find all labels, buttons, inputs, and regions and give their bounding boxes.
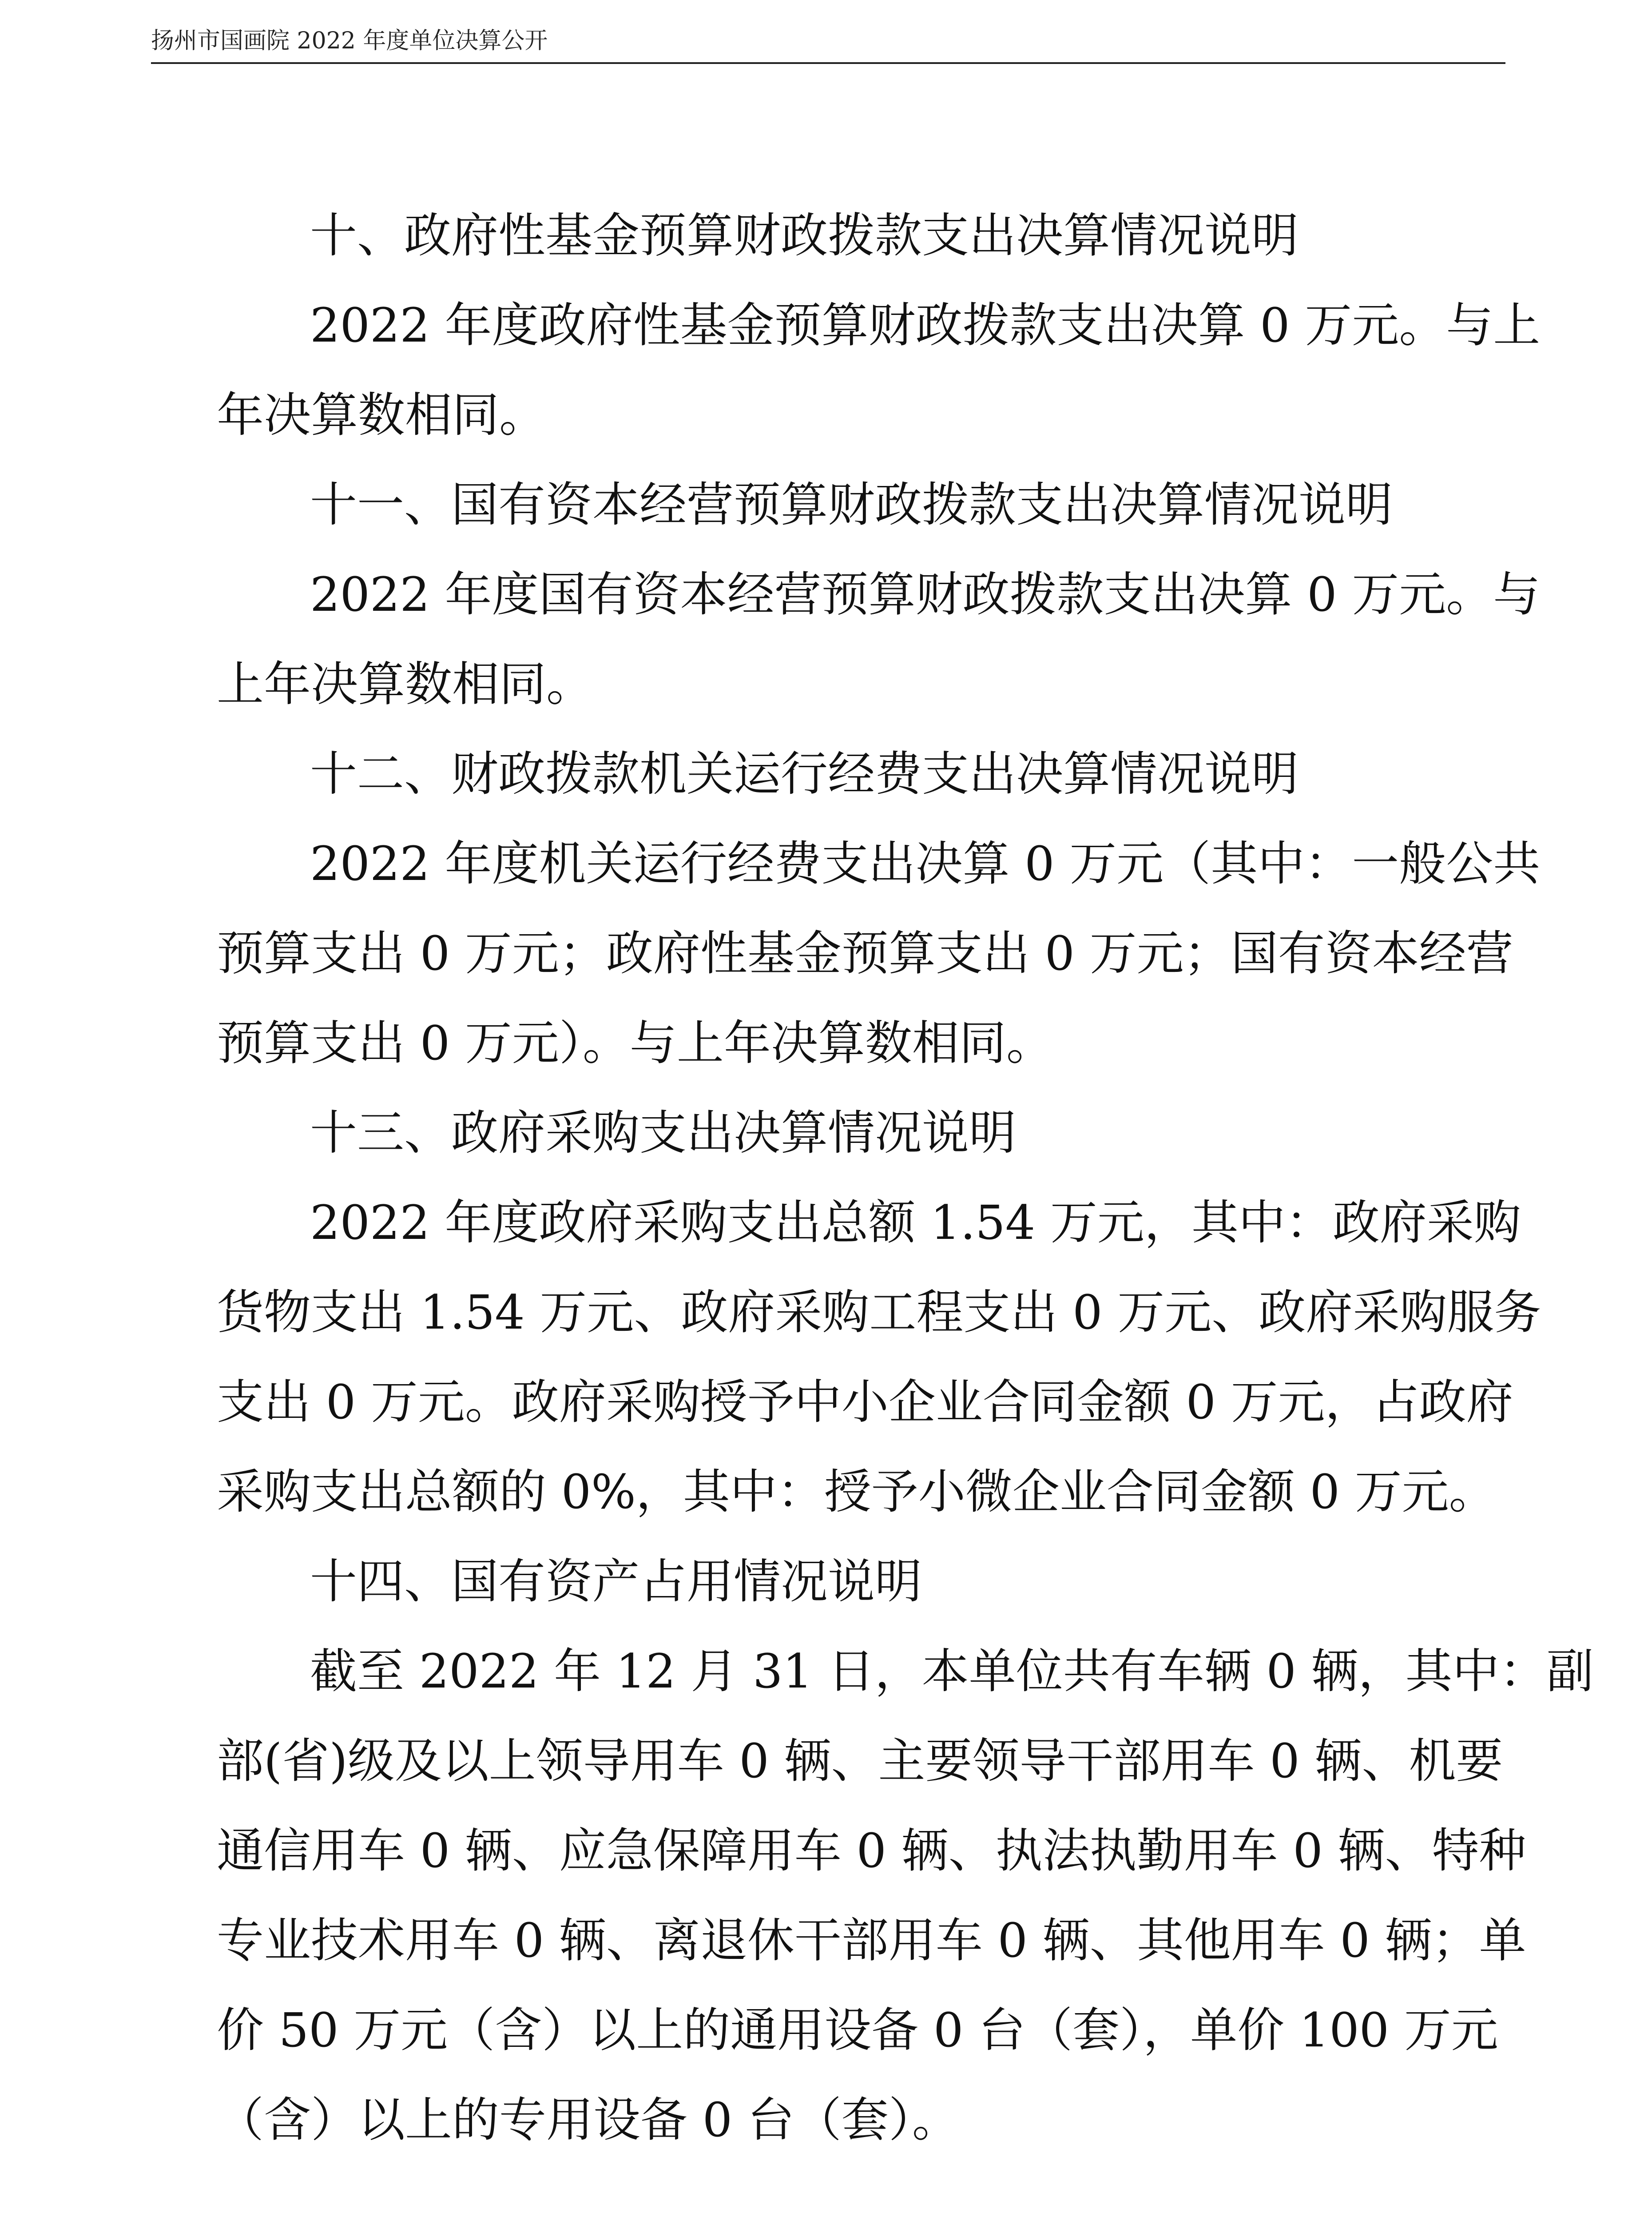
document-body [217,191,1594,2165]
paragraph-line: 年决算数相同。 [217,388,546,442]
paragraph-line: 预算支出 0 万元）。与上年决算数相同。 [217,1016,1053,1071]
section-heading-14: 十四、国有资产占用情况说明 [310,1554,922,1609]
paragraph-line: （含）以上的专用设备 0 台（套）。 [217,2093,959,2147]
paragraph-line: 上年决算数相同。 [217,657,593,712]
paragraph-line: 采购支出总额的 0%，其中：授予小微企业合同金额 0 万元。 [217,1465,1496,1519]
paragraph-line: 2022 年度政府性基金预算财政拨款支出决算 0 万元。与上 [310,298,1541,353]
paragraph-line: 支出 0 万元。政府采购授予中小企业合同金额 0 万元，占政府 [217,1375,1513,1429]
paragraph-line: 价 50 万元（含）以上的通用设备 0 台（套），单价 100 万元 [217,2003,1498,2058]
paragraph-line: 专业技术用车 0 辆、离退休干部用车 0 辆、其他用车 0 辆；单 [217,1913,1526,1968]
paragraph-line: 截至 2022 年 12 月 31 日，本单位共有车辆 0 辆，其中：副 [310,1644,1594,1699]
paragraph-line: 预算支出 0 万元；政府性基金预算支出 0 万元；国有资本经营 [217,926,1513,981]
paragraph-line: 2022 年度机关运行经费支出决算 0 万元（其中：一般公共 [310,836,1541,891]
paragraph-line: 通信用车 0 辆、应急保障用车 0 辆、执法执勤用车 0 辆、特种 [217,1823,1526,1878]
paragraph-line: 部(省)级及以上领导用车 0 辆、主要领导干部用车 0 辆、机要 [217,1734,1503,1788]
section-heading-12: 十二、财政拨款机关运行经费支出决算情况说明 [310,747,1299,801]
paragraph-line: 2022 年度政府采购支出总额 1.54 万元，其中：政府采购 [310,1195,1521,1250]
paragraph-line: 2022 年度国有资本经营预算财政拨款支出决算 0 万元。与 [310,567,1541,622]
section-heading-10: 十、政府性基金预算财政拨款支出决算情况说明 [310,208,1299,263]
section-heading-11: 十一、国有资本经营预算财政拨款支出决算情况说明 [310,478,1393,532]
header-title: 扬州市国画院 2022 年度单位决算公开 [151,28,548,54]
paragraph-line: 货物支出 1.54 万元、政府采购工程支出 0 万元、政府采购服务 [217,1285,1541,1340]
page-header [151,18,1505,64]
section-heading-13: 十三、政府采购支出决算情况说明 [310,1106,1016,1160]
